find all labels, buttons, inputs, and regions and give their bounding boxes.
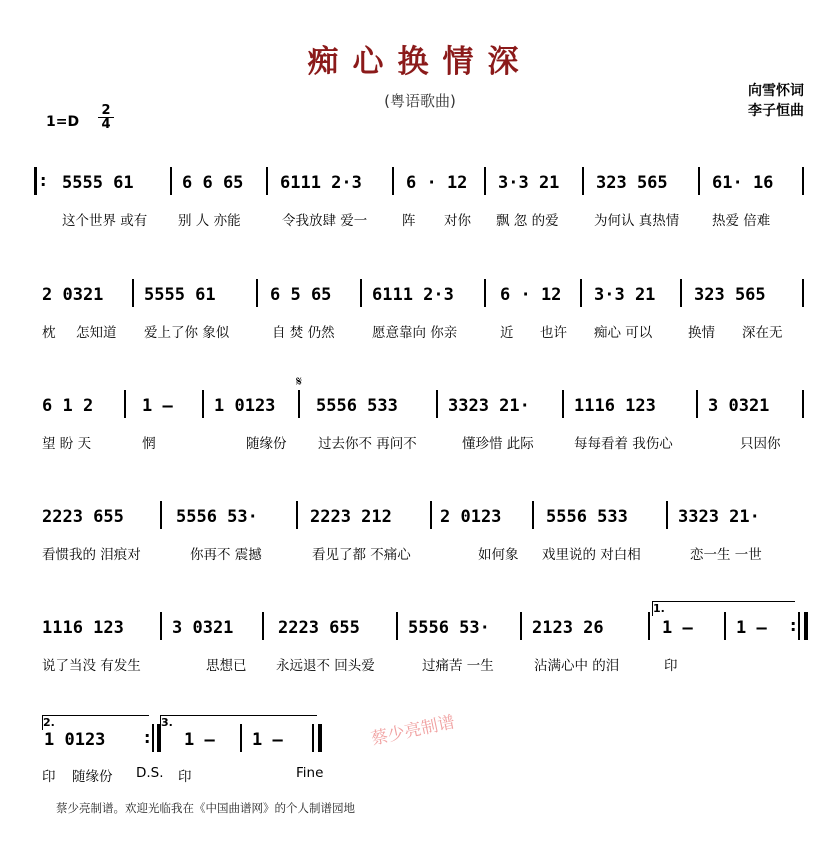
lyric: 也许 — [540, 325, 567, 341]
lyric: 为何认 真热情 — [594, 213, 680, 229]
repeat-end-bar — [804, 612, 808, 640]
measure: 2 0321 — [42, 285, 104, 305]
measure: 1 — — [142, 396, 173, 416]
barline — [580, 279, 582, 307]
measure: 3323 21· — [448, 396, 530, 416]
measure: 323 565 — [596, 173, 668, 193]
measure: 323 565 — [694, 285, 766, 305]
lyric: 看见了都 不痛心 — [312, 547, 411, 563]
lyric: 戏里说的 对白相 — [542, 547, 641, 563]
measure: 2223 212 — [310, 507, 392, 527]
lyric: 印 — [664, 658, 678, 674]
barline — [798, 612, 800, 640]
measure: 5556 53· — [408, 618, 490, 638]
barline — [802, 167, 804, 195]
lyric: 印 — [42, 769, 56, 785]
barline — [802, 390, 804, 418]
measure: 1 — — [662, 618, 693, 638]
lyric: 近 — [500, 325, 514, 341]
watermark: 蔡少亮制谱 — [369, 712, 457, 750]
time-signature-bottom: 4 — [98, 117, 114, 131]
repeat-start-bar — [34, 167, 37, 195]
lyric: 过痛苦 一生 — [422, 658, 494, 674]
lyric: 换情 — [688, 325, 715, 341]
barline — [582, 167, 584, 195]
lyric: 别 人 亦能 — [178, 213, 241, 229]
measure: 3·3 21 — [594, 285, 656, 305]
measure: 2223 655 — [278, 618, 360, 638]
barline — [698, 167, 700, 195]
barline — [262, 612, 264, 640]
song-subtitle: (粤语歌曲) — [384, 92, 456, 110]
measure: 1116 123 — [42, 618, 124, 638]
song-title: 痴心换情深 — [307, 44, 533, 80]
barline — [240, 724, 242, 752]
measure: 6 · 12 — [500, 285, 562, 305]
lyric: 你再不 震撼 — [190, 547, 262, 563]
barline — [256, 279, 258, 307]
barline — [802, 279, 804, 307]
measure: 1 0123 — [214, 396, 276, 416]
lyric: 自 焚 仍然 — [272, 325, 335, 341]
barline — [170, 167, 172, 195]
volta-2: 2. — [42, 715, 149, 730]
lyric: 令我放肆 爱一 — [282, 213, 368, 229]
barline — [520, 612, 522, 640]
key-signature: 1=D — [46, 114, 80, 130]
barline — [296, 501, 298, 529]
barline — [532, 501, 534, 529]
time-signature — [98, 104, 114, 131]
repeat-dots: : — [144, 728, 151, 747]
barline — [298, 390, 300, 418]
volta-3: 3. — [160, 715, 317, 730]
measure: 5556 533 — [316, 396, 398, 416]
measure: 5555 61 — [144, 285, 216, 305]
measure: 2 0123 — [440, 507, 502, 527]
lyric: 永远退不 回头爱 — [276, 658, 375, 674]
lyric: 热爱 倍难 — [712, 213, 771, 229]
measure: 3 0321 — [708, 396, 770, 416]
volta-1: 1. — [652, 601, 795, 616]
barline — [266, 167, 268, 195]
lyric: 对你 — [444, 213, 471, 229]
barline — [666, 501, 668, 529]
measure: 1 — — [184, 730, 215, 750]
barline — [430, 501, 432, 529]
measure: 5556 53· — [176, 507, 258, 527]
lyric: 说了当没 有发生 — [42, 658, 141, 674]
measure: 61· 16 — [712, 173, 774, 193]
lyric: 恋一生 一世 — [690, 547, 762, 563]
measure: 1116 123 — [574, 396, 656, 416]
barline — [484, 167, 486, 195]
measure: 2223 655 — [42, 507, 124, 527]
barline — [160, 612, 162, 640]
barline — [124, 390, 126, 418]
measure: 2123 26 — [532, 618, 604, 638]
staff-line-3 — [34, 396, 814, 418]
staff-line-2 — [34, 285, 814, 307]
measure: 6 1 2 — [42, 396, 94, 416]
barline — [562, 390, 564, 418]
footer-note: 蔡少亮制谱。欢迎光临我在《中国曲谱网》的个人制谱园地 — [56, 801, 355, 815]
barline — [312, 724, 314, 752]
barline — [160, 501, 162, 529]
measure: 1 — — [736, 618, 767, 638]
measure: 1 0123 — [44, 730, 106, 750]
lyric: 爱上了你 象似 — [144, 325, 230, 341]
composer-credit: 李子恒曲 — [748, 103, 804, 119]
lyric: 阵 — [402, 213, 416, 229]
measure: 1 — — [252, 730, 283, 750]
measure: 3323 21· — [678, 507, 760, 527]
lyric: 沾满心中 的泪 — [534, 658, 620, 674]
lyric: 随缘份 — [72, 769, 113, 785]
measure: 6 · 12 — [406, 173, 468, 193]
lyric: 深在无 — [742, 325, 783, 341]
staff-line-5 — [34, 618, 814, 640]
barline — [696, 390, 698, 418]
measure: 5555 61 — [62, 173, 134, 193]
lyric: 飘 忽 的爱 — [496, 213, 559, 229]
measure: 3·3 21 — [498, 173, 560, 193]
measure: 6 6 65 — [182, 173, 244, 193]
barline — [680, 279, 682, 307]
staff-line-1 — [34, 173, 814, 195]
barline — [132, 279, 134, 307]
barline — [202, 390, 204, 418]
lyric: 过去你不 再问不 — [318, 436, 417, 452]
measure: 3 0321 — [172, 618, 234, 638]
lyric: 随缘份 — [246, 436, 287, 452]
barline — [152, 724, 154, 752]
lyric: 愿意靠向 你亲 — [372, 325, 458, 341]
measure: 5556 533 — [546, 507, 628, 527]
measure: 6111 2·3 — [280, 173, 362, 193]
lyric: 望 盼 天 — [42, 436, 92, 452]
lyric: 怎知道 — [76, 325, 117, 341]
measure: 6111 2·3 — [372, 285, 454, 305]
measure: 6 5 65 — [270, 285, 332, 305]
lyric: 惘 — [142, 436, 156, 452]
staff-line-4 — [34, 507, 814, 529]
lyric: 只因你 — [740, 436, 781, 452]
repeat-end-bar — [157, 724, 161, 752]
da-segno-mark: D.S. — [136, 765, 164, 781]
lyric: 这个世界 或有 — [62, 213, 148, 229]
barline — [360, 279, 362, 307]
lyric: 思想已 — [206, 658, 247, 674]
lyricist-credit: 向雪怀词 — [748, 83, 804, 99]
segno-sign: 𝄋 — [296, 374, 303, 390]
lyric: 枕 — [42, 325, 56, 341]
lyric: 每每看着 我伤心 — [574, 436, 673, 452]
lyric: 如何象 — [478, 547, 519, 563]
lyric: 看惯我的 泪痕对 — [42, 547, 141, 563]
lyric: 印 — [178, 769, 192, 785]
fine-mark: Fine — [296, 765, 324, 781]
repeat-dots: : — [40, 171, 47, 190]
barline — [392, 167, 394, 195]
barline — [648, 612, 650, 640]
repeat-dots: : — [790, 616, 797, 635]
lyric: 懂珍惜 此际 — [462, 436, 534, 452]
barline — [436, 390, 438, 418]
final-bar — [318, 724, 322, 752]
barline — [724, 612, 726, 640]
lyric: 痴心 可以 — [594, 325, 653, 341]
barline — [396, 612, 398, 640]
time-signature-top: 2 — [101, 103, 111, 118]
barline — [484, 279, 486, 307]
